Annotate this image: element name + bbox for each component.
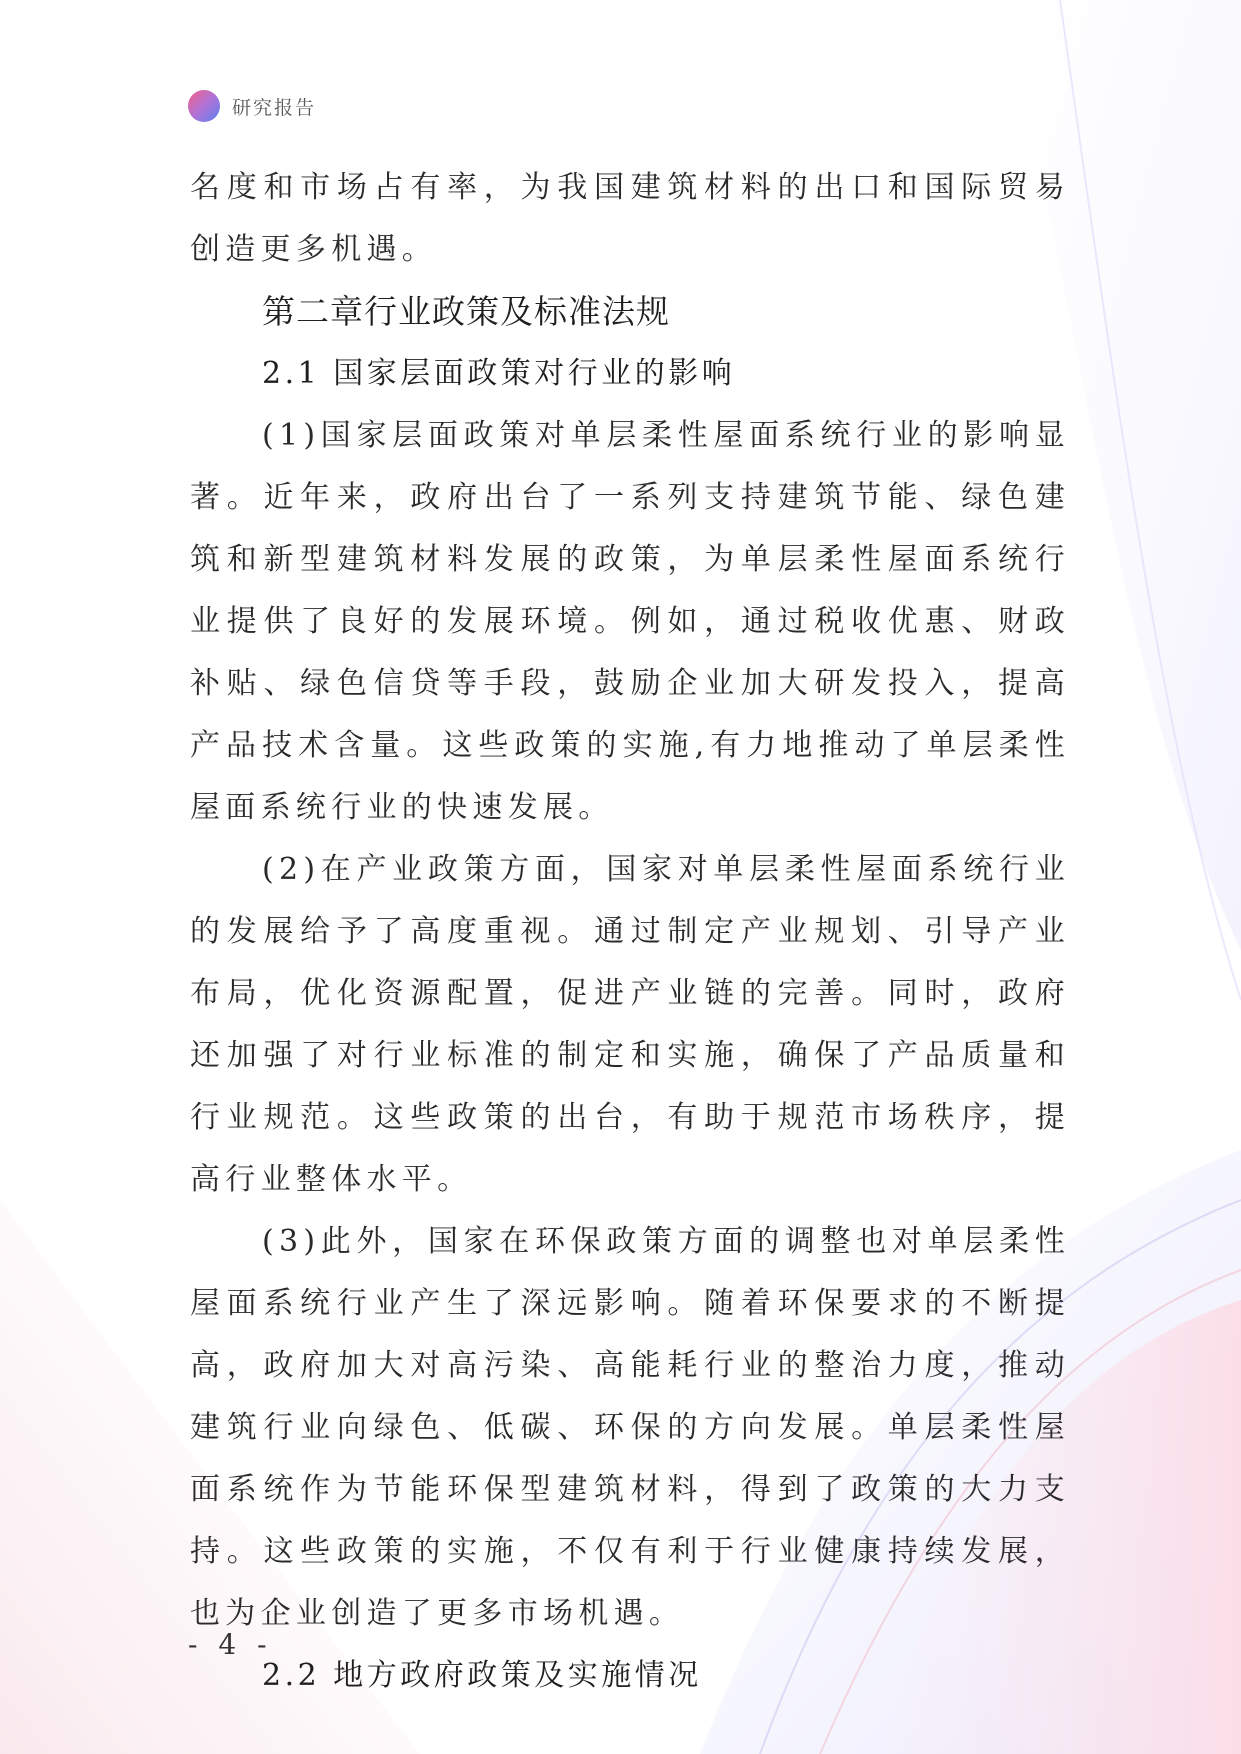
logo-circle-icon [188, 90, 220, 122]
document-body [190, 157, 1070, 1707]
paragraph-3: (3)此外，国家在环保政策方面的调整也对单层柔性屋面系统行业产生了深远影响。随着环保要求的不断提高，政府加大对高污染、高能耗行业的整治力度，推动建筑行业向绿色、低碳、环保的方向发展。单层柔性屋面系统作为节能环保型建筑材料，得到了政策的大力支持。这些政策的实施，不仅有利于行业健康持续发展，也为企业创造了更多市场机遇。 [190, 1224, 1070, 1631]
paragraph-2: (2)在产业政策方面，国家对单层柔性屋面系统行业的发展给予了高度重视。通过制定产业规划、引导产业布局，优化资源配置，促进产业链的完善。同时，政府还加强了对行业标准的制定和实施，确保了产品质量和行业规范。这些政策的出台，有助于规范市场秩序，提高行业整体水平。 [190, 852, 1070, 1197]
page-number: - 4 - [188, 1628, 273, 1661]
section-title-2-2: 2.2 地方政府政策及实施情况 [262, 1658, 702, 1693]
chapter-title: 第二章行业政策及标准法规 [262, 292, 670, 331]
report-header [188, 88, 316, 124]
section-title-2-1: 2.1 国家层面政策对行业的影响 [262, 356, 736, 391]
header-label: 研究报告 [232, 96, 317, 119]
paragraph-1: (1)国家层面政策对单层柔性屋面系统行业的影响显著。近年来，政府出台了一系列支持建筑节能、绿色建筑和新型建筑材料发展的政策，为单层柔性屋面系统行业提供了良好的发展环境。例如，通过税收优惠、财政补贴、绿色信贷等手段，鼓励企业加大研发投入，提高产品技术含量。这些政策的实施,有力地推动了单层柔性屋面系统行业的快速发展。 [190, 418, 1070, 825]
intro-paragraph: 名度和市场占有率，为我国建筑材料的出口和国际贸易创造更多机遇。 [190, 170, 1070, 267]
